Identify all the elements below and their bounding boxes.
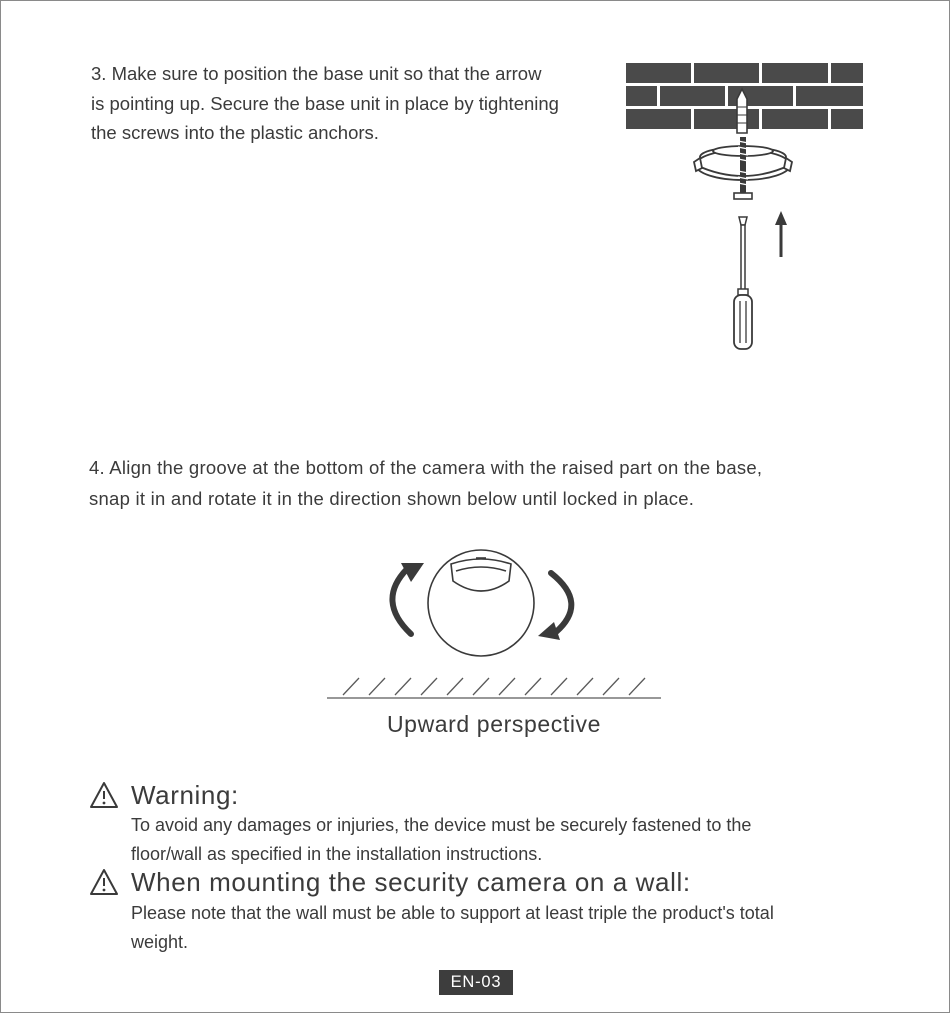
camera-body (428, 550, 534, 656)
warning-title: Warning: (131, 779, 239, 810)
plastic-anchor (737, 89, 747, 133)
step-3-text (91, 59, 621, 148)
ground-hatch (327, 678, 661, 698)
warning-line: floor/wall as specified in the installation instructions. (131, 844, 543, 864)
step-4-line: 4. Align the groove at the bottom of the camera with the raised part on the base, (89, 457, 763, 478)
wall-mount-illustration (621, 59, 871, 359)
figure-caption: Upward perspective (386, 711, 602, 737)
warning-line: To avoid any damages or injuries, the device must be securely fastened to the (131, 815, 752, 835)
step-3-line: is pointing up. Secure the base unit in place by tightening (91, 92, 559, 114)
warning-triangle-icon (89, 781, 119, 809)
warning-text (131, 811, 881, 869)
warning-triangle-icon (89, 868, 119, 896)
warning-heading (89, 779, 239, 811)
step-4-line: snap it in and rotate it in the direction shown below until locked in place. (89, 488, 695, 509)
wall-mount-warning-title: When mounting the security camera on a wall: (131, 866, 691, 897)
wall-mount-warning-text (131, 899, 881, 957)
screwdriver (734, 217, 752, 349)
warning-line: Please note that the wall must be able to support at least triple the product's total (131, 903, 774, 923)
up-arrow-icon (775, 211, 787, 257)
warning-line: weight. (131, 932, 189, 952)
step-3-line: 3. Make sure to position the base unit so that the arrow (91, 63, 542, 84)
step-4-text (89, 452, 889, 514)
page-number-label: EN-03 (439, 970, 513, 995)
camera-rotation-illustration (321, 541, 671, 706)
wall-mount-warning-heading (89, 866, 691, 898)
rotate-arrow-right-icon (538, 573, 571, 640)
step-3-line: the screws into the plastic anchors. (91, 122, 379, 143)
rotate-arrow-left-icon (392, 563, 424, 634)
